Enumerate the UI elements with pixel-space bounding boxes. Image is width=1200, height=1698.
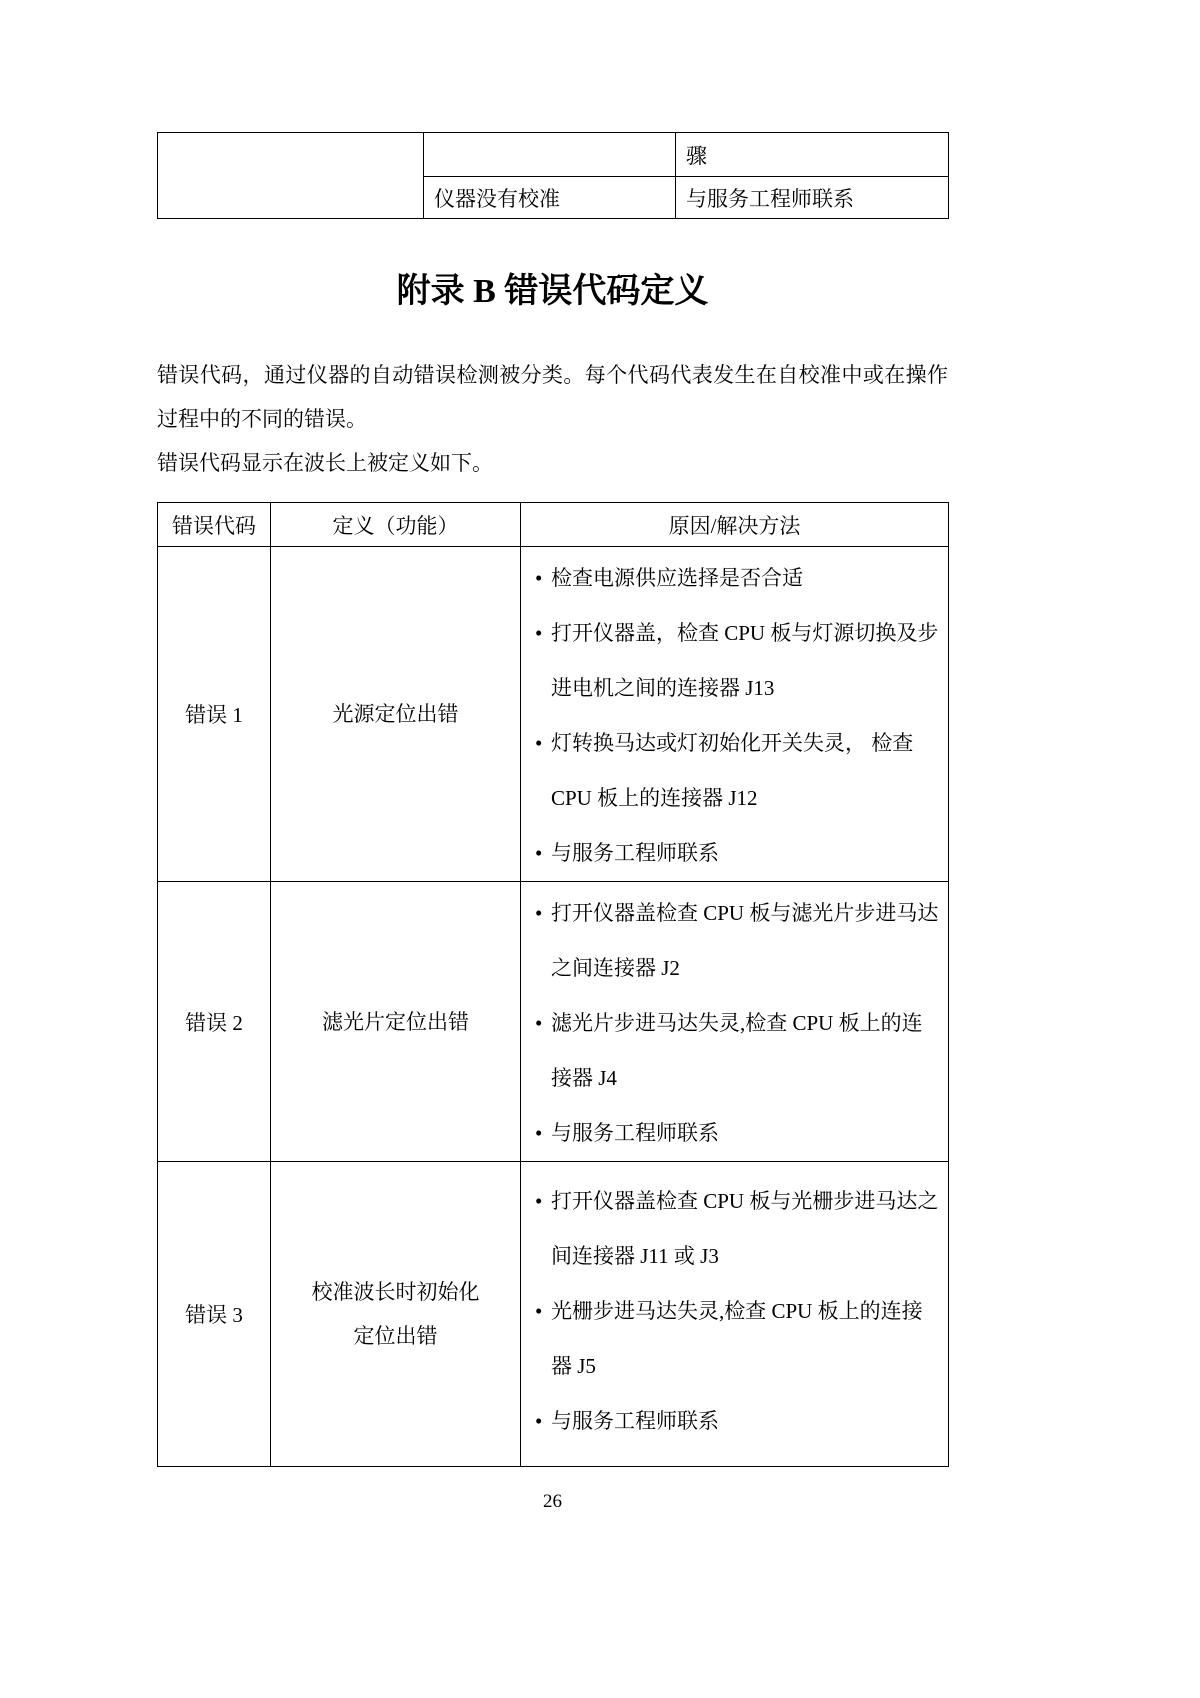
table-row bbox=[158, 133, 949, 177]
empty-cell bbox=[158, 133, 424, 219]
solution-item: • 与服务工程师联系 bbox=[535, 1106, 940, 1161]
definition-text: 校准波长时初始化定位出错 bbox=[311, 1280, 480, 1348]
solution-item: • 与服务工程师联系 bbox=[535, 826, 940, 881]
table-row bbox=[158, 882, 949, 1162]
solution-item: • 灯转换马达或灯初始化开关失灵， 检查 CPU 板上的连接器 J12 bbox=[535, 716, 940, 826]
solutions-cell bbox=[521, 547, 949, 882]
solution-item: • 检查电源供应选择是否合适 bbox=[535, 551, 940, 606]
solution-cell: 与服务工程师联系 bbox=[676, 177, 949, 219]
solution-item: • 打开仪器盖检查 CPU 板与滤光片步进马达之间连接器 J2 bbox=[535, 886, 940, 996]
table-row bbox=[158, 1162, 949, 1467]
page-title: 附录 B 错误代码定义 bbox=[396, 273, 709, 310]
solutions-cell bbox=[521, 882, 949, 1162]
definition-cell bbox=[271, 1162, 521, 1467]
header-definition: 定义（功能） bbox=[271, 503, 521, 547]
header-error-code: 错误代码 bbox=[158, 503, 271, 547]
definition-cell bbox=[271, 547, 521, 882]
cause-cell: 仪器没有校准 bbox=[424, 177, 676, 219]
header-solution: 原因/解决方法 bbox=[521, 503, 949, 547]
error-code-cell: 错误 2 bbox=[158, 882, 271, 1162]
document-page bbox=[157, 132, 948, 1513]
definition-text: 滤光片定位出错 bbox=[322, 1009, 469, 1034]
error-code-table bbox=[157, 502, 949, 1467]
table-row bbox=[158, 547, 949, 882]
solution-item: • 滤光片步进马达失灵,检查 CPU 板上的连接器 J4 bbox=[535, 996, 940, 1106]
solution-item: • 打开仪器盖，检查 CPU 板与灯源切换及步进电机之间的连接器 J13 bbox=[535, 606, 940, 716]
intro-paragraph-1: 错误代码，通过仪器的自动错误检测被分类。每个代码代表发生在自校准中或在操作过程中的不同的错误。 bbox=[157, 363, 948, 431]
definition-cell bbox=[271, 882, 521, 1162]
table-header-row bbox=[158, 503, 949, 547]
error-code-cell: 错误 3 bbox=[158, 1162, 271, 1467]
page-number: 26 bbox=[543, 1491, 562, 1512]
solution-item: • 打开仪器盖检查 CPU 板与光栅步进马达之间连接器 J11 或 J3 bbox=[535, 1174, 940, 1284]
solution-item: • 与服务工程师联系 bbox=[535, 1394, 940, 1449]
definition-text: 光源定位出错 bbox=[332, 702, 459, 726]
solution-cell: 骤 bbox=[676, 133, 949, 177]
cause-cell bbox=[424, 133, 676, 177]
solution-item: • 光栅步进马达失灵,检查 CPU 板上的连接器 J5 bbox=[535, 1284, 940, 1394]
error-code-cell: 错误 1 bbox=[158, 547, 271, 882]
solutions-cell bbox=[521, 1162, 949, 1467]
top-partial-table bbox=[157, 132, 949, 219]
intro-paragraph-2: 错误代码显示在波长上被定义如下。 bbox=[157, 451, 493, 475]
